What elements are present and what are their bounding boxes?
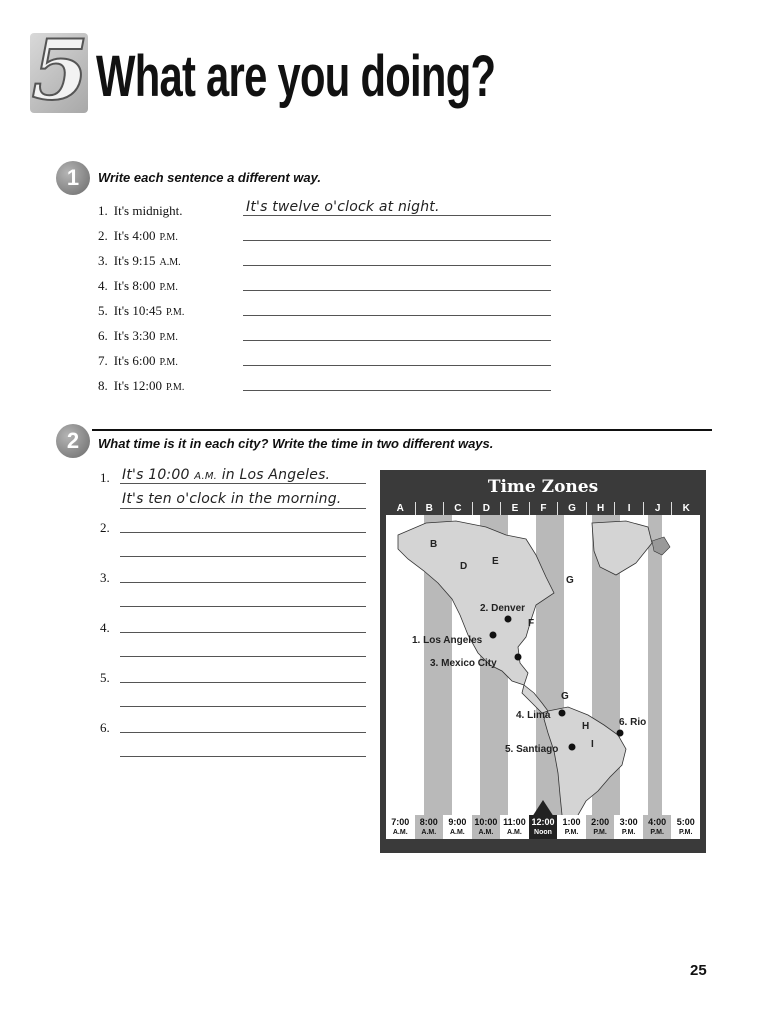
zone-letter: H [586, 502, 615, 515]
answer-line[interactable] [120, 508, 366, 509]
time-ampm: A.M. [392, 829, 408, 836]
city-label-rio: 6. Rio [619, 717, 647, 728]
answer-line[interactable] [120, 582, 366, 583]
ex1-item-number: 8. [98, 378, 108, 393]
exercise-2-instruction: What time is it in each city? Write the time in two different ways. [98, 436, 494, 451]
map-zone-letter: H [582, 721, 590, 732]
time-cell [557, 815, 586, 839]
zone-letter: E [500, 502, 529, 515]
ex1-item-ampm: P.M. [159, 282, 178, 293]
ex1-item-number: 3. [98, 253, 108, 268]
zone-letter: I [614, 502, 643, 515]
answer-line[interactable] [243, 240, 551, 241]
time-value: 7:00 [391, 817, 410, 827]
ex1-item-number: 4. [98, 278, 108, 293]
ex1-item-prompt [98, 228, 178, 246]
exercise-2-number: 2 [56, 424, 90, 458]
time-ampm: A.M. [507, 829, 522, 836]
time-value: 2:00 [591, 817, 610, 827]
ex1-item-text: It's 4:00 [113, 228, 156, 243]
time-value: 5:00 [676, 817, 695, 827]
time-value: 4:00 [648, 817, 667, 827]
zone-letter: D [472, 502, 501, 515]
time-cell [643, 815, 672, 839]
map-zone-letter: F [528, 618, 535, 629]
exercise-1-number: 1 [56, 161, 90, 195]
ex1-item-number: 1. [98, 203, 108, 218]
ex1-item-answer: It's twelve o'clock at night. [246, 199, 440, 215]
map-body [386, 515, 700, 837]
map-zone-letter: I [591, 739, 594, 750]
ex2-example-answer-2: It's ten o'clock in the morning. [122, 491, 342, 507]
city-label-lima: 4. Lima [516, 710, 551, 721]
zone-letter: K [671, 502, 700, 515]
ex2-item-number: 6. [100, 720, 110, 735]
answer-line[interactable] [120, 632, 366, 633]
answer-line[interactable] [120, 732, 366, 733]
ex1-item-prompt [98, 328, 178, 346]
zone-letter: B [415, 502, 444, 515]
ex1-item-text: It's 12:00 [113, 378, 162, 393]
time-ampm: P.M. [593, 829, 607, 836]
time-ampm: A.M. [478, 829, 494, 836]
zone-letter: G [557, 502, 586, 515]
zone-letter-row [386, 502, 700, 515]
answer-line[interactable] [120, 682, 366, 683]
zone-letter: C [443, 502, 472, 515]
rio-dot [617, 730, 624, 737]
answer-line[interactable] [120, 606, 366, 607]
unit-number: 5 [31, 23, 89, 119]
greenland-shape [592, 521, 652, 575]
exercise-2-rule [92, 429, 712, 431]
ex1-item-prompt [98, 303, 184, 321]
ex2-example-answer-1: It's 10:00 A.M. in Los Angeles. [122, 467, 331, 483]
city-label-santiago: 5. Santiago [505, 744, 559, 755]
answer-line[interactable] [243, 340, 551, 341]
ex1-item-prompt [98, 353, 178, 371]
time-ampm: P.M. [621, 829, 636, 836]
answer-line[interactable] [120, 532, 366, 533]
zone-letter: F [529, 502, 558, 515]
ex2-item-number: 2. [100, 520, 110, 535]
ex1-item-number: 2. [98, 228, 108, 243]
los-angeles-dot [490, 632, 497, 639]
ex2-item-number: 4. [100, 620, 110, 635]
ex1-item-text: It's 9:15 [113, 253, 156, 268]
time-value: 3:00 [619, 817, 638, 827]
answer-line[interactable] [243, 315, 551, 316]
mexico-city-dot [515, 654, 522, 661]
time-value: 12:00 [531, 817, 555, 827]
ex1-item-text: It's 6:00 [113, 353, 156, 368]
map-zone-letter: B [430, 539, 438, 550]
time-row [386, 815, 700, 839]
time-ampm: Noon [534, 829, 552, 836]
time-ampm: P.M. [678, 829, 693, 836]
time-cell [443, 815, 472, 839]
denver-dot [505, 616, 512, 623]
santiago-dot [569, 744, 576, 751]
answer-line[interactable] [243, 290, 551, 291]
page-number: 25 [690, 962, 707, 979]
time-cell [586, 815, 615, 839]
answer-line[interactable] [243, 265, 551, 266]
time-cell [671, 815, 700, 839]
ex1-item-ampm: P.M. [159, 232, 178, 243]
ex2-item-number: 5. [100, 670, 110, 685]
ex1-item-prompt [98, 378, 184, 396]
ex1-item-ampm: P.M. [165, 382, 185, 393]
page-title: What are you doing? [96, 44, 496, 109]
answer-line[interactable] [120, 706, 366, 707]
map-title: Time Zones [487, 477, 599, 497]
ex1-item-ampm: P.M. [165, 307, 185, 318]
time-ampm: A.M. [421, 829, 437, 836]
map-zone-letter: E [492, 556, 499, 567]
time-value: 10:00 [474, 817, 498, 827]
city-label-denver: 2. Denver [480, 603, 526, 614]
time-ampm: P.M. [564, 829, 579, 836]
ex1-item-ampm: P.M. [159, 332, 178, 343]
map-zone-letter: G [561, 691, 569, 702]
time-ampm: A.M. [449, 829, 465, 836]
time-cell [386, 815, 415, 839]
ex1-item-prompt [98, 203, 183, 219]
answer-line[interactable] [243, 365, 551, 366]
ex1-item-prompt [98, 278, 178, 296]
time-cell [500, 815, 529, 839]
answer-line[interactable] [120, 556, 366, 557]
zone-letter: J [643, 502, 672, 515]
ex1-item-ampm: A.M. [159, 257, 181, 268]
ex1-item-text: It's 3:30 [113, 328, 156, 343]
ex1-item-number: 7. [98, 353, 108, 368]
answer-line[interactable] [243, 390, 551, 391]
answer-line[interactable] [243, 215, 551, 216]
time-value: 11:00 [503, 817, 526, 827]
map-svg [386, 515, 700, 837]
lima-dot [559, 710, 566, 717]
ex1-item-text: It's midnight. [113, 203, 183, 218]
ex1-item-ampm: P.M. [159, 357, 178, 368]
time-value: 1:00 [562, 817, 581, 827]
city-label-los-angeles: 1. Los Angeles [412, 635, 483, 646]
map-zone-letter: D [460, 561, 468, 572]
time-value: 9:00 [448, 817, 467, 827]
ex1-item-number: 6. [98, 328, 108, 343]
city-label-mexico-city: 3. Mexico City [430, 658, 497, 669]
ex1-item-prompt [98, 253, 181, 271]
answer-line[interactable] [120, 656, 366, 657]
time-ampm: P.M. [650, 829, 664, 836]
ex2-item-number: 1. [100, 470, 110, 485]
ex2-item-number: 3. [100, 570, 110, 585]
time-cell [472, 815, 501, 839]
map-zone-letter: G [566, 575, 574, 586]
answer-line[interactable] [120, 483, 366, 484]
ex1-item-text: It's 10:45 [113, 303, 162, 318]
time-cell [614, 815, 643, 839]
time-cell [415, 815, 444, 839]
ex1-item-number: 5. [98, 303, 108, 318]
answer-line[interactable] [120, 756, 366, 757]
exercise-1-instruction: Write each sentence a different way. [98, 170, 322, 185]
zone-stripe [648, 515, 662, 837]
time-cell [529, 815, 558, 839]
time-value: 8:00 [419, 817, 438, 827]
ex1-item-text: It's 8:00 [113, 278, 156, 293]
zone-letter: A [396, 503, 404, 514]
